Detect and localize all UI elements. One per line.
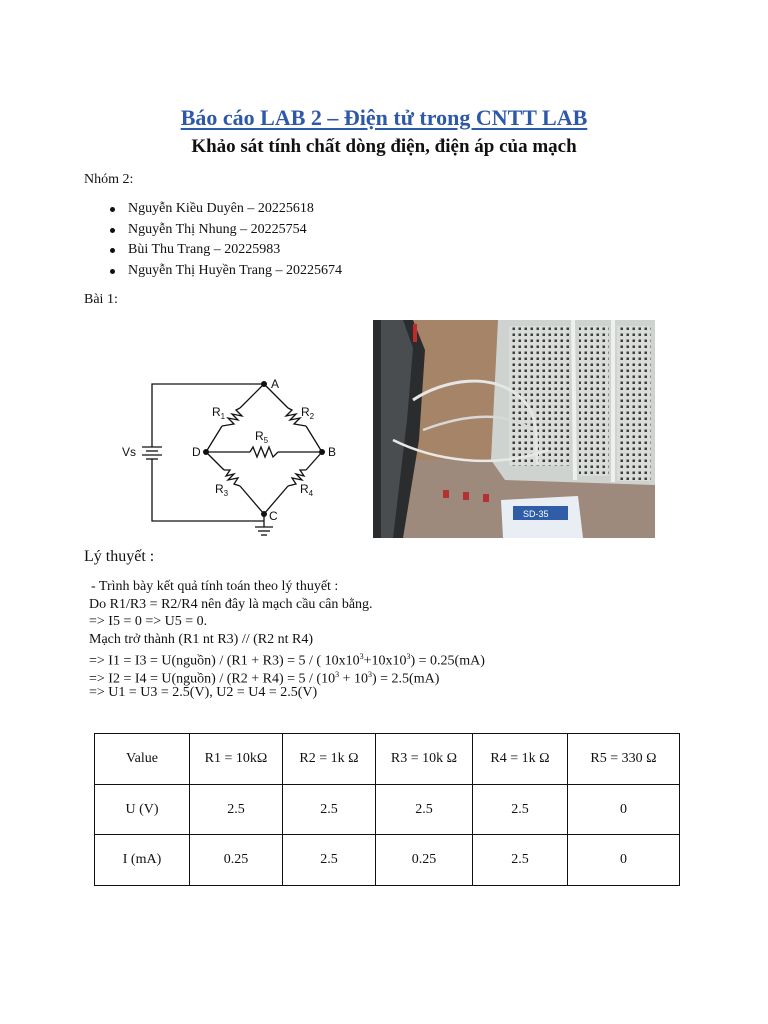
node-a-label: A — [271, 377, 280, 391]
bridge-circuit-diagram — [112, 370, 352, 540]
list-item: Nguyễn Thị Nhung – 20225754 — [108, 220, 342, 241]
list-item: Nguyễn Thị Huyền Trang – 20225674 — [108, 261, 342, 282]
table-header-cell: R4 = 1k Ω — [473, 734, 568, 785]
table-header-cell: R1 = 10kΩ — [190, 734, 283, 785]
r3-label: $R_3$ — [215, 482, 229, 498]
node-b-label: B — [328, 445, 337, 459]
table-header-cell: Value — [95, 734, 190, 785]
member-list — [108, 199, 342, 281]
table-row — [95, 835, 680, 886]
theory-line: => I5 = 0 => U5 = 0. — [89, 614, 208, 630]
theory-line: Do R1/R3 = R2/R4 nên đây là mạch cầu cân bằng. — [89, 596, 373, 612]
group-label: Nhóm 2: — [84, 172, 134, 187]
node-c-dot — [261, 511, 267, 517]
table-cell: 2.5 — [473, 784, 568, 835]
theory-line: => U1 = U3 = 2.5(V), U2 = U4 = 2.5(V) — [89, 684, 318, 700]
table-cell: U (V) — [95, 784, 190, 835]
r4-label: $R_4$ — [300, 482, 314, 498]
table-cell: 0.25 — [376, 835, 473, 886]
list-item: Bùi Thu Trang – 20225983 — [108, 240, 342, 261]
table-header-cell: R3 = 10k Ω — [376, 734, 473, 785]
r1-label: $R_1$ — [212, 405, 226, 421]
node-d-dot — [203, 449, 209, 455]
document-subtitle: Khảo sát tính chất dòng điện, điện áp của mạch — [191, 136, 577, 157]
table-cell: 2.5 — [473, 835, 568, 886]
theory-intro: - Trình bày kết quả tính toán theo lý thuyết : — [91, 579, 339, 594]
table-cell: 0 — [568, 784, 680, 835]
table-header-cell: R5 = 330 Ω — [568, 734, 680, 785]
source-label: Vs — [122, 445, 137, 459]
list-item: Nguyễn Kiều Duyên – 20225618 — [108, 199, 342, 220]
theory-line: => I2 = I4 = U(nguồn) / $(R2 + R4) = 5 / (10^3 + 10^3) = 2.5(mA)$ — [89, 669, 440, 687]
table-cell: I (mA) — [95, 835, 190, 886]
table-cell: 2.5 — [190, 784, 283, 835]
node-a-dot — [261, 381, 267, 387]
table-cell: 2.5 — [283, 784, 376, 835]
r5-label: $R_5$ — [255, 429, 269, 445]
node-c-label: C — [269, 509, 278, 523]
node-b-dot — [319, 449, 325, 455]
exercise-label: Bài 1: — [84, 292, 118, 307]
photo-box-text: SD-35 — [523, 509, 549, 519]
theory-line: Mạch trở thành (R1 nt R3) // (R2 nt R4) — [89, 631, 313, 647]
lab-photo — [373, 320, 655, 538]
node-d-label: D — [192, 445, 201, 459]
theory-calculation — [89, 578, 485, 701]
table-header-cell: R2 = 1k Ω — [283, 734, 376, 785]
document-title: Báo cáo LAB 2 – Điện tử trong CNTT LAB — [180, 105, 588, 130]
table-header-row — [95, 734, 680, 785]
r2-label: $R_2$ — [301, 405, 315, 421]
results-table — [94, 733, 680, 886]
theory-line: => I1 = I3 = U(nguồn) / (R1 + R3) = 5 / ( $10x10^3+10x10^3) = 0.25(mA)$ — [89, 652, 485, 670]
table-cell: 0 — [568, 835, 680, 886]
theory-heading: Lý thuyết : — [84, 548, 155, 565]
table-cell: 0.25 — [190, 835, 283, 886]
table-cell: 2.5 — [376, 784, 473, 835]
table-cell: 2.5 — [283, 835, 376, 886]
table-row — [95, 784, 680, 835]
